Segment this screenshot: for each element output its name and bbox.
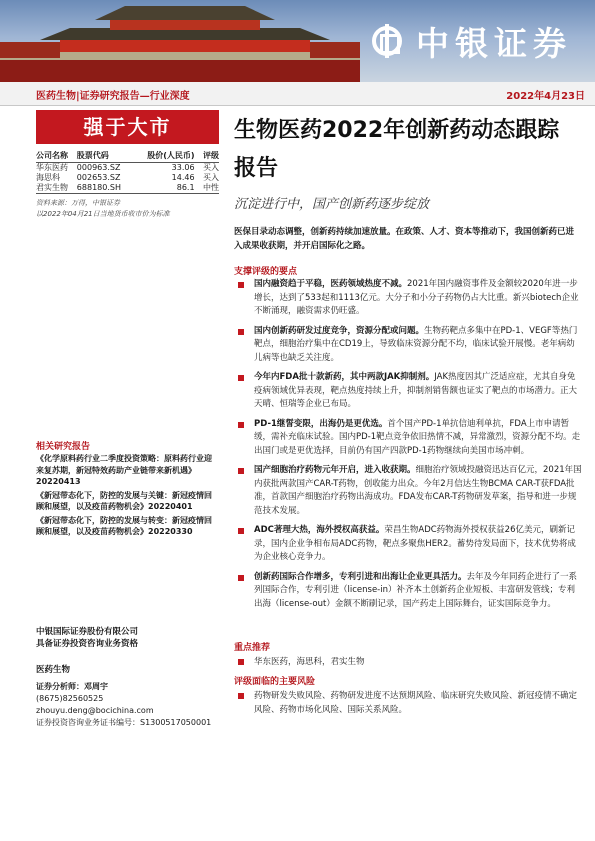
table-cell: 买入 [203,163,219,172]
risks-list [234,689,582,717]
list-item [234,371,582,412]
table-cell: 86.1 [133,183,198,194]
bank-logo-icon [372,26,402,56]
related-report-item: 《化学原料药行业二季度投资策略：原料药行业迎来复苏期，新冠特效药助产业链带来新机遇》20220413 [36,454,212,486]
picks-text: 华东医药，海思科，君实生物 [254,657,365,667]
point-lead: 今年内FDA批十款新药，其中两款JAK抑制剂。 [254,372,435,382]
square-bullet-icon [238,375,244,381]
point-body: 生物药靶点多集中在PD-1、VEGF等热门靶点，细胞治疗集中在CD19上，导致临床资源分配不均，临床试验开展慢。老年病幼儿病等也缺乏关注度。 [254,325,578,363]
key-points-list [234,278,582,617]
list-item [234,571,582,612]
point-body: 细胞治疗领域投融资迅达百亿元，2021年国内获批两款国产CAR-T药物，创收能力出众。今年2月信达生物BCMA CAR-T获FDA批准，首款国产细胞治疗药物出海成功。FDA发布CAR-T药物研发草案，指导和进一步规范技术发展。 [254,465,582,516]
related-report-item: 《新冠带态化下，防控的发展与转变：新冠疫情回顾和展望，以及疫苗药物机会》20220330 [36,515,212,536]
sector-label: 医药生物 [36,665,71,675]
table-header: 股价(人民币) [133,149,198,163]
table-cell: 688180.SH [77,183,133,194]
analyst-phone: (8675)82560525 [36,694,104,703]
point-lead: 国内创新药研发过度竞争，资源分配或问题。 [254,325,425,336]
report-summary: 医保目录动态调整，创新药持续加速放量。在政策、人才、资本等推动下，我国创新药已进入成果收获期，并开启国际化之路。 [234,227,575,251]
logo [360,0,595,82]
stock-table [36,149,219,194]
company-qualification: 具备证券投资咨询业务资格 [36,639,139,649]
table-cell: 33.06 [171,163,195,172]
table-cell: 买入 [203,173,219,182]
square-bullet-icon [238,329,244,335]
table-cell: 002653.SZ [76,173,121,182]
list-item [234,689,582,717]
point-body: 首个国产PD-1单抗信迪利单抗，FDA上市申请暂缓，需补充临床试验。国内PD-1靶点竞争依旧热情不减，异常激烈，资源分配不均。走出国门或是更优选择，目前仍有国产四款PD-1药物继续向美国市场冲刺。 [254,418,581,456]
price-date-note: 以2022年04月21日当地货币收市价为标准 [36,210,170,218]
analyst-info [36,681,226,729]
table-cell: 中性 [199,183,219,194]
list-item [234,325,582,366]
table-header: 评级 [199,149,219,163]
company-name: 中银国际证券股份有限公司 [36,627,139,637]
report-category: 医药生物|证券研究报告—行业深度 [36,91,190,102]
table-cell: 000963.SZ [76,163,121,172]
table-row [36,173,219,183]
point-lead: ADC著理大热，海外授权高获益。 [254,525,385,535]
list-item [234,418,582,459]
analyst-name: 证券分析师：邓周宇 [36,682,108,691]
square-bullet-icon [238,468,244,474]
point-lead: 国产细胞治疗药物元年开启，进入收获期。 [254,465,416,475]
point-lead: PD-1继誓变限，出海仍是更优选。 [254,418,388,429]
related-report-item: 《新冠带态化下，防控的发展与关键：新冠疫情回顾和展望，以及疫苗药物机会》20220401 [36,490,212,511]
list-item [234,278,582,319]
report-subtitle: 沉淀进行中，国产创新药逐步绽放 [234,197,430,212]
table-header: 公司名称 [36,149,77,163]
table-source-note [36,198,219,220]
picks-list [234,655,582,669]
company-info [36,626,219,650]
point-body: 荣昌生物ADC药物海外授权获益26亿美元，刷新记录，国内企业争相布局ADC药物，靶点多聚焦HER2。蓄势待发局面下，技术优势将成为企业核心竞争力。 [254,525,576,562]
square-bullet-icon [238,659,244,665]
risks-text: 药物研发失败风险、药物研发进度不达预期风险、临床研究失败风险、新冠疫情不确定风险、药物市场化风险、国际关系风险。 [254,691,578,715]
analyst-cert: 证券投资咨询业务证书编号：S1300517050001 [36,718,212,727]
point-lead: 创新药国际合作增多，专利引进和出海让企业更具活力。 [254,571,467,582]
table-cell: 华东医药 [36,163,68,172]
point-body: 去年及今年同药企进行了一系列国际合作，专利引进（license-in）补齐本土创新药企业短板、丰富研发管线；专利出海（license-out）金额不断刷记录，国产药走上国际舞台，证实国际竞争力。 [254,571,578,609]
square-bullet-icon [238,422,244,428]
related-reports-title: 相关研究报告 [36,442,91,452]
list-item [234,655,582,669]
header-bar [0,82,595,106]
rating-badge: 强于大市 [36,110,219,144]
list-item [234,524,582,565]
point-body: 2021年国内融资事件及金额较2020年进一步增长，达到了533起和1113亿元。大分子和小分子药物仍占大比重。新兴biotech企业不断涌现，融资需求仍旺盛。 [254,279,579,316]
table-cell: 14.46 [171,173,195,182]
square-bullet-icon [238,282,244,288]
report-title: 生物医药2022年创新药动态跟踪报告 [234,118,560,181]
square-bullet-icon [238,528,244,534]
table-cell: 君实生物 [36,183,77,194]
table-row [36,163,219,174]
analyst-email: zhouyu.deng@bocichina.com [36,706,154,715]
picks-title: 重点推荐 [234,643,271,653]
source-note: 资料来源：万得，中银证券 [36,199,120,207]
logo-text: 中银证券 [416,23,572,63]
report-date: 2022年4月23日 [506,91,585,102]
table-cell: 海思科 [36,173,60,182]
square-bullet-icon [238,693,244,699]
header-banner [0,0,595,82]
table-header: 股票代码 [77,149,133,163]
list-item [234,464,582,518]
point-lead: 国内融资趋于平稳，医药领域热度不减。 [254,279,408,289]
table-row [36,183,219,194]
square-bullet-icon [238,575,244,581]
points-title: 支撑评级的要点 [234,267,298,277]
point-body: JAK热度因其广泛适应症，尤其自身免疫病领域优异表现，靶点热度持续上升，抑制剂销售额也证实了靶点的市场潜力。正大天晴、恒瑞等企业已布局。 [254,372,578,409]
risks-title: 评级面临的主要风险 [234,677,316,687]
related-reports [36,453,219,540]
